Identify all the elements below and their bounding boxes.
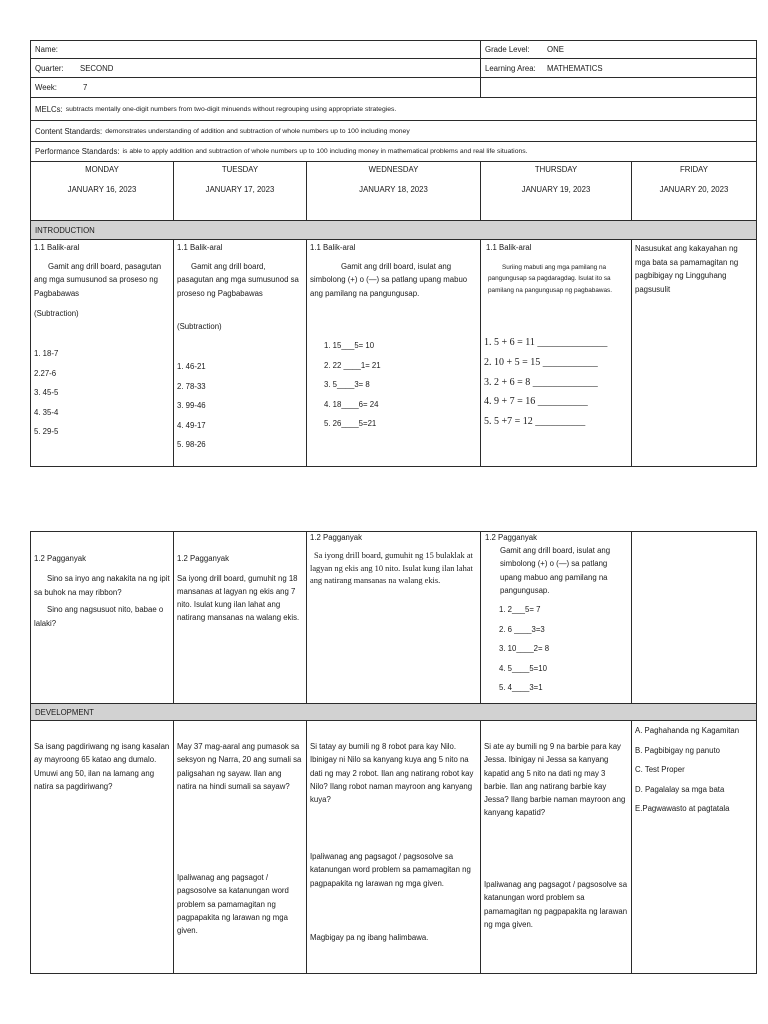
- melcs-cell: [30, 97, 757, 121]
- list-item: 2. 10 + 5 = 15 ___________: [484, 356, 598, 368]
- motivation-monday-title: 1.2 Pagganyak: [34, 554, 87, 563]
- motivation-wednesday-text: Sa iyong drill board, gumuhit ng 15 bulaklak at lagyan ng ekis ang 10 nito. Isulat kung ilan lahat ang natirang mansanas na walang ekis.: [310, 551, 473, 586]
- list-item: 3. 10____2= 8: [499, 644, 550, 653]
- list-item: 3. 2 + 6 = 8 _____________: [484, 376, 598, 388]
- motivation-thursday-instruction: Gamit ang drill board, isulat ang simbolong (+) o (—) sa patlang upang mabuo ang pamilang na pangungusap.: [500, 546, 611, 595]
- week-value: 7: [83, 83, 88, 92]
- content-standards-label: Content Standards:: [35, 126, 103, 136]
- list-item: 3. 5____3= 8: [324, 380, 370, 389]
- introduction-heading-row: [30, 220, 757, 240]
- intro-friday-cell: [631, 239, 757, 467]
- list-item: 2. 22 ____1= 21: [324, 360, 381, 370]
- intro-thursday-items: [484, 333, 628, 432]
- development-monday-problem: Sa isang pagdiriwang ng isang kasalan ay mayroong 65 katao ang dumalo. Umuwi ang 50, ilan na lamang ang natira sa pagdiriwang?: [34, 742, 170, 791]
- intro-wednesday-items: [324, 336, 477, 434]
- list-item: 2. 78-33: [177, 381, 206, 391]
- day-name: MONDAY: [85, 165, 119, 174]
- list-item: 3. 99-46: [177, 401, 206, 410]
- day-header-tuesday: [173, 161, 307, 221]
- learning-area-cell: [480, 58, 757, 78]
- intro-monday-cell: [30, 239, 174, 467]
- list-item: 5. 26____5=21: [324, 419, 377, 428]
- list-item: 2.27-6: [34, 368, 57, 378]
- day-name: FRIDAY: [679, 165, 708, 174]
- list-item: 4. 5____5=10: [499, 663, 547, 673]
- learning-area-value: MATHEMATICS: [547, 63, 603, 73]
- name-cell: [30, 40, 481, 59]
- development-friday-steps: [635, 721, 753, 819]
- list-item: A. Paghahanda ng Kagamitan: [635, 726, 740, 735]
- intro-tuesday-title: 1.1 Balik-aral: [177, 243, 223, 252]
- list-item: B. Pagbibigay ng panuto: [635, 745, 720, 755]
- day-date: JANUARY 18, 2023: [359, 185, 428, 194]
- intro-monday-instruction: Gamit ang drill board, pasagutan ang mga sumusunod sa proseso ng Pagbabawas: [34, 262, 162, 298]
- development-thursday-problem: Si ate ay bumili ng 9 na barbie para kay Jessa. Ibinigay ni Jessa sa kanyang kapatid ang 5 nito na dati ng may 3 barbie. Ilan ang natirang barbie kay Jessa? Ilang barbie naman mayroon ang kanyang kapatid?: [484, 742, 626, 818]
- development-wednesday-extra: Magbigay pa ng ibang halimbawa.: [310, 933, 429, 942]
- intro-thursday-title: 1.1 Balik-aral: [486, 243, 532, 252]
- development-tuesday-explanation: Ipaliwanag ang pagsagot / pagsosolve sa katanungan word problem sa pamamagitan ng pagpapakita ng larawan ng mga given.: [177, 873, 289, 936]
- melcs-text: subtracts mentally one-digit numbers from two-digit minuends without regrouping using appropriate strategies.: [65, 105, 397, 113]
- list-item: 4. 49-17: [177, 420, 206, 430]
- intro-tuesday-instruction: Gamit ang drill board, pasagutan ang mga sumusunod sa proseso ng Pagbabawas: [177, 262, 299, 298]
- intro-monday-title: 1.1 Balik-aral: [34, 243, 80, 252]
- list-item: 4. 18____6= 24: [324, 399, 379, 409]
- intro-wednesday-cell: [306, 239, 481, 467]
- development-heading-row: [30, 703, 757, 721]
- list-item: 1. 15___5= 10: [324, 341, 375, 350]
- motivation-thursday-cell: [480, 531, 632, 704]
- name-label: Name:: [35, 45, 58, 54]
- motivation-monday-cell: [30, 531, 174, 704]
- day-date: JANUARY 16, 2023: [67, 185, 137, 194]
- day-header-monday: [30, 161, 174, 221]
- intro-thursday-instruction: Suriing mabuti ang mga pamilang na pangungusap sa pagdaragdag. Isulat ito sa pamilang na pangungusap ng pagbabawas.: [488, 264, 613, 294]
- performance-standards-cell: [30, 141, 757, 162]
- development-tuesday-problem: May 37 mag-aaral ang pumasok sa seksyon ng Narra, 20 ang sumali sa paligsahan ng sayaw. Ilan ang natira na hindi sumali sa sayaw?: [177, 742, 302, 791]
- development-tuesday-cell: [173, 720, 307, 974]
- motivation-friday-cell: [631, 531, 757, 704]
- intro-thursday-cell: [480, 239, 632, 467]
- intro-wednesday-instruction: Gamit ang drill board, isulat ang simbolong (+) o (—) sa patlang upang mabuo ang pamilang na pangungusap.: [310, 262, 468, 298]
- content-standards-cell: [30, 120, 757, 142]
- day-date: JANUARY 20, 2023: [659, 185, 729, 194]
- intro-tuesday-items: [177, 357, 303, 455]
- performance-standards-label: Performance Standards:: [35, 147, 120, 156]
- list-item: C. Test Proper: [635, 765, 685, 774]
- list-item: 5. 29-5: [34, 427, 59, 436]
- day-name: TUESDAY: [221, 165, 259, 174]
- quarter-label: Quarter:: [35, 63, 64, 73]
- content-standards-text: demonstrates understanding of addition and subtraction of whole numbers up to 100 including money: [105, 127, 410, 135]
- list-item: 5. 98-26: [177, 440, 206, 449]
- day-name: THURSDAY: [534, 165, 578, 174]
- learning-area-label: Learning Area:: [485, 63, 536, 73]
- development-monday-cell: [30, 720, 174, 974]
- intro-friday-text: Nasusukat ang kakayahan ng mga bata sa pamamagitan ng pagbibigay ng Lingguhang pagsusulit: [635, 244, 739, 295]
- motivation-tuesday-title: 1.2 Pagganyak: [177, 554, 230, 563]
- list-item: 5. 5 +7 = 12 __________: [484, 416, 586, 427]
- development-heading: DEVELOPMENT: [35, 707, 94, 717]
- intro-monday-note: (Subtraction): [34, 309, 79, 318]
- motivation-tuesday-text: Sa iyong drill board, gumuhit ng 18 mansanas at lagyan ng ekis ang 7 nito. Isulat kung ilan lahat ang natirang mansanas na walang ekis.: [177, 574, 300, 622]
- motivation-thursday-title: 1.2 Pagganyak: [485, 533, 538, 542]
- motivation-wednesday-cell: [306, 531, 481, 704]
- grade-level-label: Grade Level:: [485, 45, 530, 54]
- list-item: D. Pagalalay sa mga bata: [635, 784, 725, 794]
- list-item: 4. 35-4: [34, 407, 59, 417]
- intro-tuesday-note: (Subtraction): [177, 322, 222, 331]
- development-thursday-cell: [480, 720, 632, 974]
- intro-wednesday-title: 1.1 Balik-aral: [310, 243, 356, 252]
- empty-header-cell: [480, 77, 757, 98]
- week-label: Week:: [35, 83, 57, 92]
- grade-level-cell: [480, 40, 757, 59]
- intro-tuesday-cell: [173, 239, 307, 467]
- list-item: 1. 2___5= 7: [499, 605, 541, 614]
- list-item: 1. 18-7: [34, 349, 59, 358]
- list-item: 2. 6 ____3=3: [499, 624, 545, 634]
- list-item: 1. 5 + 6 = 11 ______________: [484, 337, 608, 348]
- development-wednesday-cell: [306, 720, 481, 974]
- development-wednesday-explanation: Ipaliwanag ang pagsagot / pagsosolve sa katanungan word problem sa pamamagitan ng pagpapakita ng larawan ng mga given.: [310, 852, 471, 888]
- day-header-thursday: [480, 161, 632, 221]
- list-item: 3. 45-5: [34, 388, 59, 397]
- grade-level-value: ONE: [547, 45, 564, 54]
- day-header-wednesday: [306, 161, 481, 221]
- motivation-monday-question-1: Sino sa inyo ang nakakita na ng ipit sa buhok na may ribbon?: [34, 574, 170, 597]
- list-item: E.Pagwawasto at pagtatala: [635, 804, 730, 813]
- melcs-label: MELCs:: [35, 104, 63, 114]
- list-item: 1. 46-21: [177, 362, 206, 371]
- quarter-value: SECOND: [80, 63, 114, 73]
- week-cell: [30, 77, 481, 98]
- quarter-cell: [30, 58, 481, 78]
- development-thursday-explanation: Ipaliwanag ang pagsagot / pagsosolve sa katanungan word problem sa pamamagitan ng pagpapakita ng larawan ng mga given.: [484, 880, 628, 929]
- development-wednesday-problem: Si tatay ay bumili ng 8 robot para kay Nilo. Ibinigay ni Nilo sa kanyang kuya ang 5 nito na dati ng may 2 robot. Ilan ang natirang robot kay Nilo? Ilang robot naman mayroon ang kanyang kuya?: [310, 742, 474, 805]
- list-item: 5. 4____3=1: [499, 683, 543, 692]
- motivation-monday-question-2: Sino ang nagsusuot nito, babae o lalaki?: [34, 605, 164, 628]
- development-friday-cell: [631, 720, 757, 974]
- motivation-thursday-items: [499, 600, 628, 698]
- day-date: JANUARY 19, 2023: [521, 185, 591, 194]
- day-date: JANUARY 17, 2023: [205, 185, 275, 194]
- list-item: 4. 9 + 7 = 16 __________: [484, 396, 588, 408]
- introduction-heading: INTRODUCTION: [35, 225, 95, 235]
- performance-standards-text: is able to apply addition and subtraction of whole numbers up to 100 including money in mathematical problems and real life situations.: [122, 148, 528, 155]
- motivation-tuesday-cell: [173, 531, 307, 704]
- intro-monday-items: [34, 344, 170, 442]
- day-header-friday: [631, 161, 757, 221]
- motivation-wednesday-title: 1.2 Pagganyak: [310, 533, 363, 542]
- day-name: WEDNESDAY: [368, 165, 419, 174]
